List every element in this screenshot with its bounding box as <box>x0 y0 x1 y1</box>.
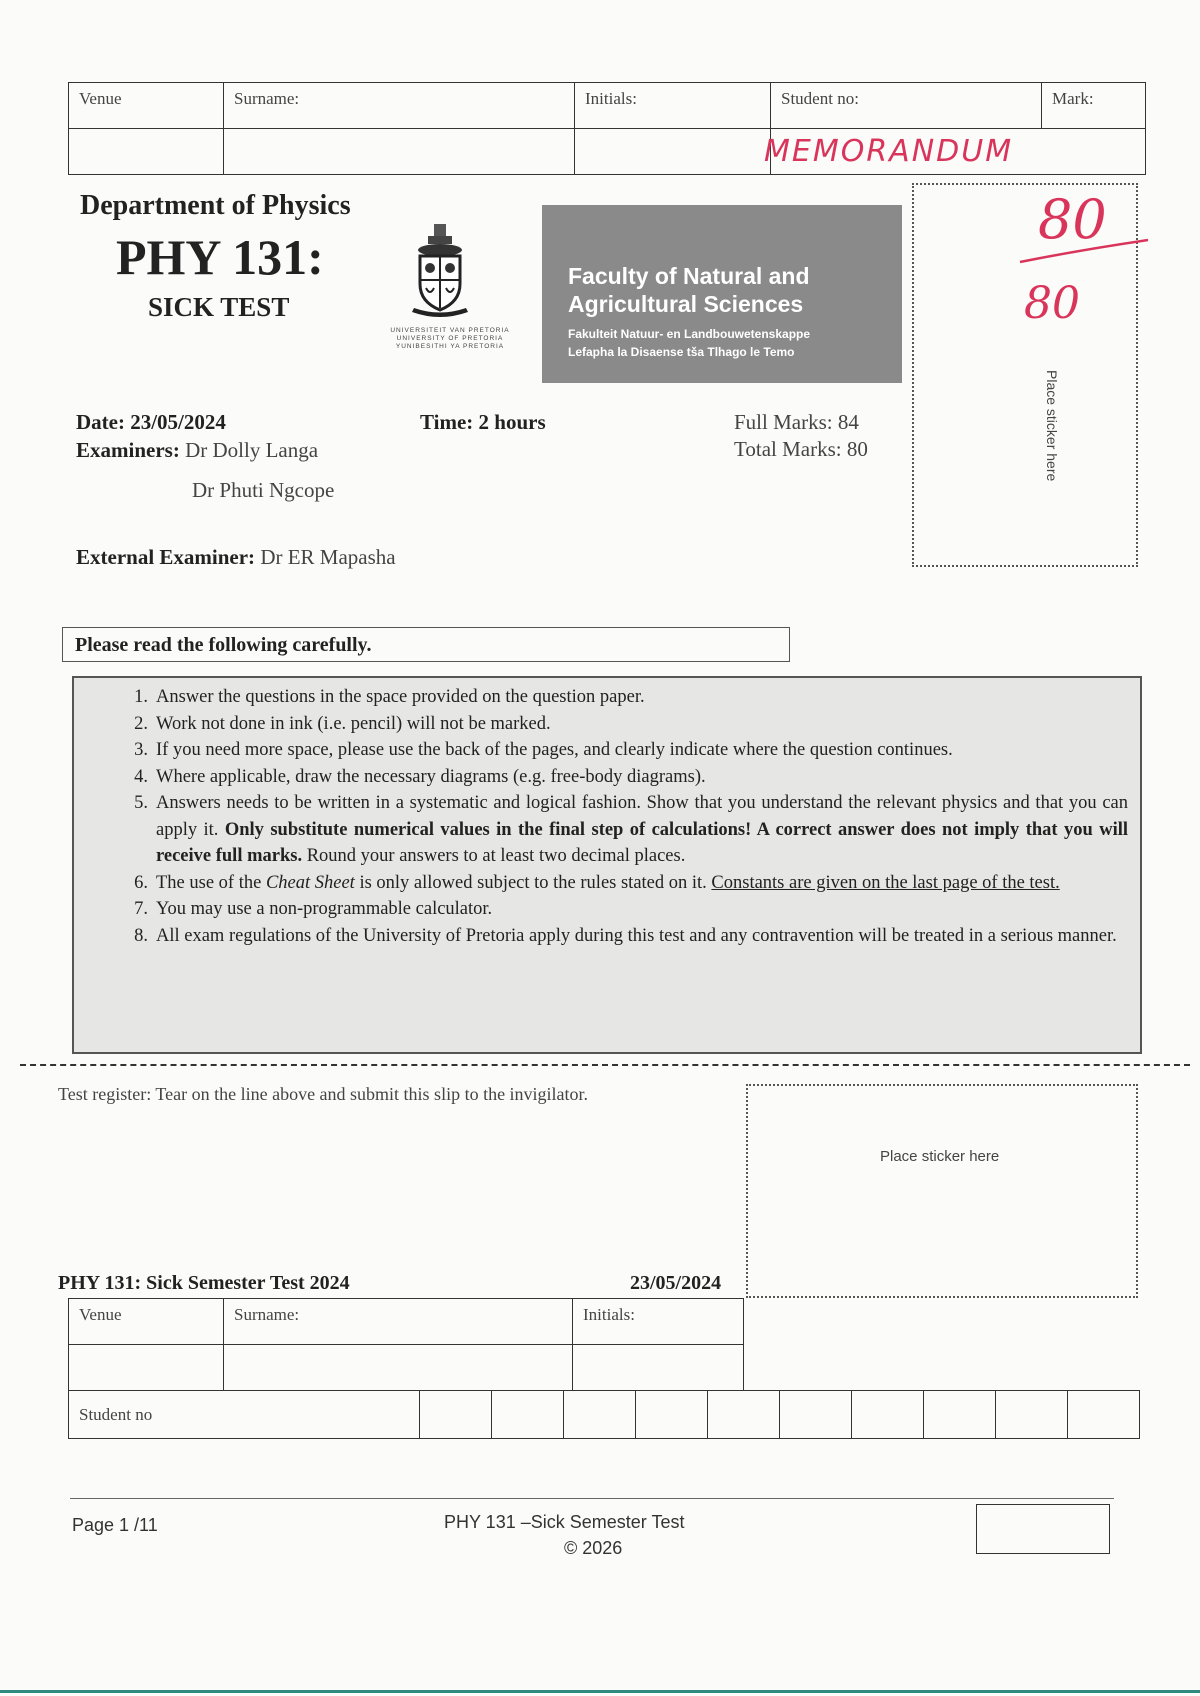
footer-copyright: © 2026 <box>564 1538 623 1558</box>
register-surname-label: Surname: <box>224 1299 573 1345</box>
student-no-digit[interactable] <box>852 1391 924 1439</box>
uni-line-1: UNIVERSITEIT VAN PRETORIA <box>390 327 510 334</box>
register-student-no-label: Student no <box>69 1391 420 1439</box>
examiner-1: Dr Dolly Langa <box>185 438 319 462</box>
student-no-digit[interactable] <box>420 1391 492 1439</box>
register-initials-label: Initials: <box>573 1299 744 1345</box>
student-no-digit[interactable] <box>708 1391 780 1439</box>
student-no-digit[interactable] <box>780 1391 852 1439</box>
examiners <box>76 438 318 463</box>
initials-label: Initials: <box>575 83 771 129</box>
total-marks: Total Marks: 80 <box>734 437 868 461</box>
uni-line-2: UNIVERSITY OF PRETORIA <box>396 335 504 342</box>
memorandum-handwriting: MEMORANDUM <box>764 134 1014 169</box>
sticker-label-vertical: Place sticker here <box>1044 370 1060 482</box>
initials-field[interactable] <box>575 129 771 175</box>
mark-label: Mark: <box>1042 83 1146 129</box>
sticker-box-register[interactable] <box>746 1084 1138 1298</box>
footer-rule <box>70 1498 1114 1499</box>
footer-title: PHY 131 –Sick Semester Test <box>444 1512 685 1532</box>
surname-field[interactable] <box>224 129 575 175</box>
university-name-block <box>380 327 520 351</box>
register-initials-field[interactable] <box>573 1345 744 1391</box>
instruction-item: 3. If you need more space, please use the back of the pages, and clearly indicate where the question continues. <box>134 740 953 760</box>
slip-date: 23/05/2024 <box>630 1272 722 1294</box>
faculty-line-1: Faculty of Natural and <box>568 263 810 289</box>
student-no-digit[interactable] <box>1068 1391 1140 1439</box>
external-label: External Examiner: <box>76 545 256 569</box>
student-no-digit[interactable] <box>492 1391 564 1439</box>
uni-line-3: YUNIBESITHI YA PRETORIA <box>395 343 505 350</box>
full-marks: Full Marks: 84 <box>734 410 859 434</box>
examiner-2: Dr Phuti Ngcope <box>192 478 335 502</box>
department-title: Department of Physics <box>80 190 351 221</box>
faculty-banner <box>542 205 902 383</box>
slip-title: PHY 131: Sick Semester Test 2024 <box>58 1272 350 1294</box>
score-top: 80 <box>1038 188 1107 251</box>
tear-line <box>20 1064 1190 1066</box>
instruction-item: 4. Where applicable, draw the necessary diagrams (e.g. free-body diagrams). <box>134 766 706 787</box>
score-bottom: 80 <box>1024 278 1080 329</box>
venue-field[interactable] <box>69 129 224 175</box>
student-no-table <box>68 1390 1140 1439</box>
student-no-digit[interactable] <box>924 1391 996 1439</box>
instructions-list <box>74 684 1140 949</box>
faculty-line-4: Lefapha la Disaense tša Tlhago le Temo <box>568 345 795 359</box>
exam-time: Time: 2 hours <box>420 410 546 434</box>
instructions-heading: Please read the following carefully. <box>75 634 372 656</box>
page-number: Page 1 /11 <box>72 1515 158 1535</box>
student-no-digit[interactable] <box>996 1391 1068 1439</box>
student-no-digit[interactable] <box>564 1391 636 1439</box>
venue-label: Venue <box>69 83 224 129</box>
tear-instruction: Test register: Tear on the line above and submit this slip to the invigilator. <box>58 1084 589 1104</box>
external-examiner-name: Dr ER Mapasha <box>260 545 396 569</box>
exam-date: Date: 23/05/2024 <box>76 410 226 434</box>
examiners-label: Examiners: <box>76 438 180 462</box>
university-crest <box>408 222 472 322</box>
register-surname-field[interactable] <box>224 1345 573 1391</box>
crest-icon <box>408 222 472 322</box>
student-no-digit[interactable] <box>636 1391 708 1439</box>
instructions-box <box>72 676 1142 1054</box>
instruction-item: 1. Answer the questions in the space provided on the question paper. <box>134 687 645 707</box>
instructions-heading-box <box>62 627 790 662</box>
faculty-line-3: Fakulteit Natuur- en Landbouwetenskappe <box>568 327 811 341</box>
surname-label: Surname: <box>224 83 575 129</box>
mark-field[interactable] <box>1042 129 1146 175</box>
instruction-item: 8. All exam regulations of the University of Pretoria apply during this test and any contravention will be treated in a serious manner. <box>134 925 1117 946</box>
course-code: PHY 131: <box>116 229 324 285</box>
student-no-label: Student no: <box>771 83 1042 129</box>
instruction-item: 6. The use of the Cheat Sheet is only allowed subject to the rules stated on it. Constants are given on the last page of the test. <box>134 872 1060 893</box>
external-examiner <box>76 545 396 570</box>
instruction-item: 7. You may use a non-programmable calculator. <box>134 899 493 919</box>
register-venue-field[interactable] <box>69 1345 224 1391</box>
register-sticker-label: Place sticker here <box>880 1148 1000 1165</box>
scan-edge-line <box>0 1690 1200 1693</box>
register-table <box>68 1298 744 1391</box>
register-venue-label: Venue <box>69 1299 224 1345</box>
instruction-item: 2. Work not done in ink (i.e. pencil) will not be marked. <box>134 713 551 734</box>
footer-mark-box[interactable] <box>976 1504 1110 1554</box>
faculty-line-2: Agricultural Sciences <box>568 291 804 317</box>
instruction-item: 5. Answers needs to be written in a systematic and logical fashion. Show that you understand the relevant physics and that you can apply it. Only substitute numerical values in the final step of calculations! A correct answer does not imply that you will receive full marks. Round your answers to at least two decimal places. <box>134 793 1128 866</box>
test-name: SICK TEST <box>148 292 290 322</box>
